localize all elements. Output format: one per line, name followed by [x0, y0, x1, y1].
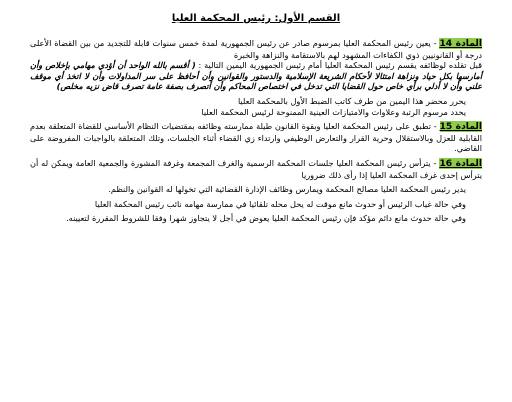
article-16-body: - يترأس رئيس المحكمة العليا جلسات المحكمة الرسمية والغرف المجمعة وغرفة المشورة والجمعية العامة ويمكن له أن يترأس إحدى غرف المحكمة العليا إذا رأى ذلك ضروريا — [30, 157, 482, 180]
article-15-paragraph — [30, 121, 482, 154]
article-16-label: المادة 16 — [439, 157, 483, 169]
section-title: القسم الأول: رئيس المحكمة العليا — [171, 13, 341, 24]
oath-record-paragraph: يحرر محضر هذا اليمين من طرف كاتب الضبط الأول بالمحكمة العليا — [237, 95, 466, 106]
absence-paragraph: وفي حالة غياب الرئيس أو حدوث مانع موقت له يحل محله تلقائيا في ممارسة مهامه نائب رئيس المحكمة العليا — [94, 198, 466, 209]
oath-intro: قبل تقلده لوظائفه يقسم رئيس المحكمة العليا أمام رئيس الجمهورية اليمين التالية : — [195, 60, 482, 71]
permanent-impediment-paragraph: وفي حالة حدوث مانع دائم مؤكد فإن رئيس المحكمة العليا يعوض في أجل لا يتجاوز شهرا وفقا للشروط المقررة لتعيينه. — [66, 213, 466, 224]
article-15-body: - تطبق على رئيس المحكمة العليا وبقوة القانون طيلة ممارسته وظائفه بمقتضيات النظام الأساسي للقضاة المتعلقة بعدم القابلية للعزل وبالاستقلال وحرية القرار والتعارض الوظيفي وارتداء زي القضاء أثناء الجلسات، وتلك المتعلقة بالواجبات المفروضة على القاضي. — [30, 121, 482, 154]
oath-text: ( أقسم بالله الواحد أن أؤدي مهامي بإخلاص وأن أمارسها بكل حياد ونزاهة امتثالا لأحكام الشريعة الإسلامية والدستور والقوانين وأن أحافظ على سر المداولات وأن لا اتخذ أي موقف علني وأن لا أدلي برأي خاص حول القضايا التي تدخل في اختصاص المحاكم وأن أتصرف بصفة عامة تصرف قاض نزيه مخلص) — [30, 60, 482, 92]
article-16-paragraph — [30, 158, 482, 180]
article-15-label: المادة 15 — [439, 121, 483, 133]
article-14-label: المادة 14 — [439, 38, 482, 49]
article-14-body: - يعين رئيس المحكمة العليا بمرسوم صادر عن رئيس الجمهورية لمدة خمس سنوات قابلة للتجديد من بين القضاة الأعلى درجة أو القانونيين ذوي الكفاءات المشهود لهم بالاستقامة والنزاهة والخبرة — [30, 38, 482, 60]
article-14-paragraph — [30, 38, 482, 60]
oath-paragraph — [30, 60, 482, 92]
administration-paragraph: يدير رئيس المحكمة العليا مصالح المحكمة ويمارس وظائف الإدارة القضائية التي تخولها له القوانين والنظم. — [108, 184, 466, 195]
privileges-paragraph: يحدد مرسوم الرتبة وعلاوات والامتيازات العينية الممنوحة لرئيس المحكمة العليا — [201, 106, 466, 117]
